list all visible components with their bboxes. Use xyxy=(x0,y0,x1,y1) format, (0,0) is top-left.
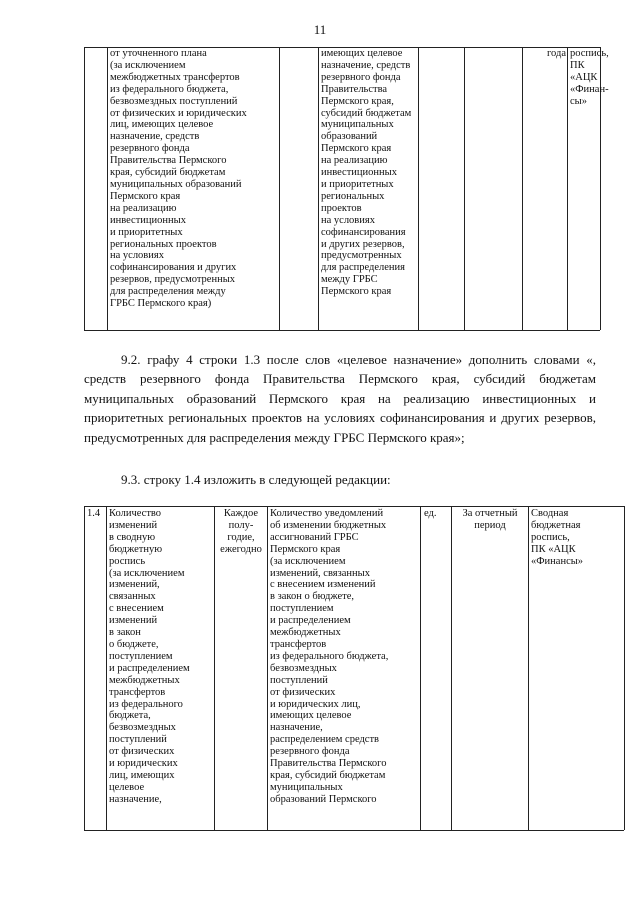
reporting-period: За отчетный период xyxy=(462,508,518,531)
data-source: Сводная бюджетная роспись, ПК «АЦК «Финансы» xyxy=(531,508,584,567)
table1-indicator-text: от уточненного плана (за исключением межбюджетных трансфертов из федерального бюджета, безвозмездных поступлений от физических и юридических лиц, имеющих целевое назначение, средств резервного фонда Правительства Пермского края, субсидий бюджетам муниципальных образований Пермского края на реализацию инвестиционных и приоритетных региональных проектов на условиях софинансирования и других резервов, предусмотренных для распределения между ГРБС Пермского края) xyxy=(110,48,247,310)
page-number: 11 xyxy=(313,22,327,37)
calculation-frequency: Каждое полу- годие, ежегодно xyxy=(220,508,262,555)
calculation-formula: Количество уведомлений об изменении бюджетных ассигнований ГРБС Пермского края (за исключением изменений, связанных с внесением изменений в закон о бюджете, поступлением и распределением межбюджетных трансфертов из федерального бюджета, безвозмездных поступлений от физических и юридических лиц, имеющих целевое назначение, распределением средств резервного фонда Правительства Пермского края, субсидий бюджетам муниципальных образований Пермского xyxy=(270,508,389,805)
measurement-unit: ед. xyxy=(424,508,437,519)
indicator-name: Количество изменений в сводную бюджетную роспись (за исключением изменений, связанных с внесением изменений в закон о бюджете, поступлением и распределением межбюджетных трансфертов из федерального бюджета, безвозмездных поступлений от физических и юридических лиц, имеющих целевое назначение, xyxy=(109,508,190,805)
table1-source-text: роспись, ПК «АЦК «Финан- сы» xyxy=(570,48,609,107)
row-number: 1.4 xyxy=(87,508,101,519)
paragraph-9-3: 9.3. строку 1.4 изложить в следующей редакции: xyxy=(121,472,391,487)
table1-formula-text: имеющих целевое назначение, средств резервного фонда Правительства Пермского края, субсидий бюджетам муниципальных образований Пермского края на реализацию инвестиционных и приоритетных региональных проектов на условиях софинансирования и других резервов, предусмотренных для распределения между ГРБС Пермского края xyxy=(321,48,412,298)
table1-period-text: года xyxy=(547,48,566,59)
paragraph-9-2: 9.2. графу 4 строки 1.3 после слов «целевое назначение» дополнить словами «, средств резервного фонда Правительства Пермского края, субсидий бюджетам муниципальных образований Пермского края на реализацию инвестиционных и приоритетных региональных проектов на условиях софинансирования и других резервов, предусмотренных для распределения между ГРБС Пермского края»; xyxy=(84,352,596,445)
